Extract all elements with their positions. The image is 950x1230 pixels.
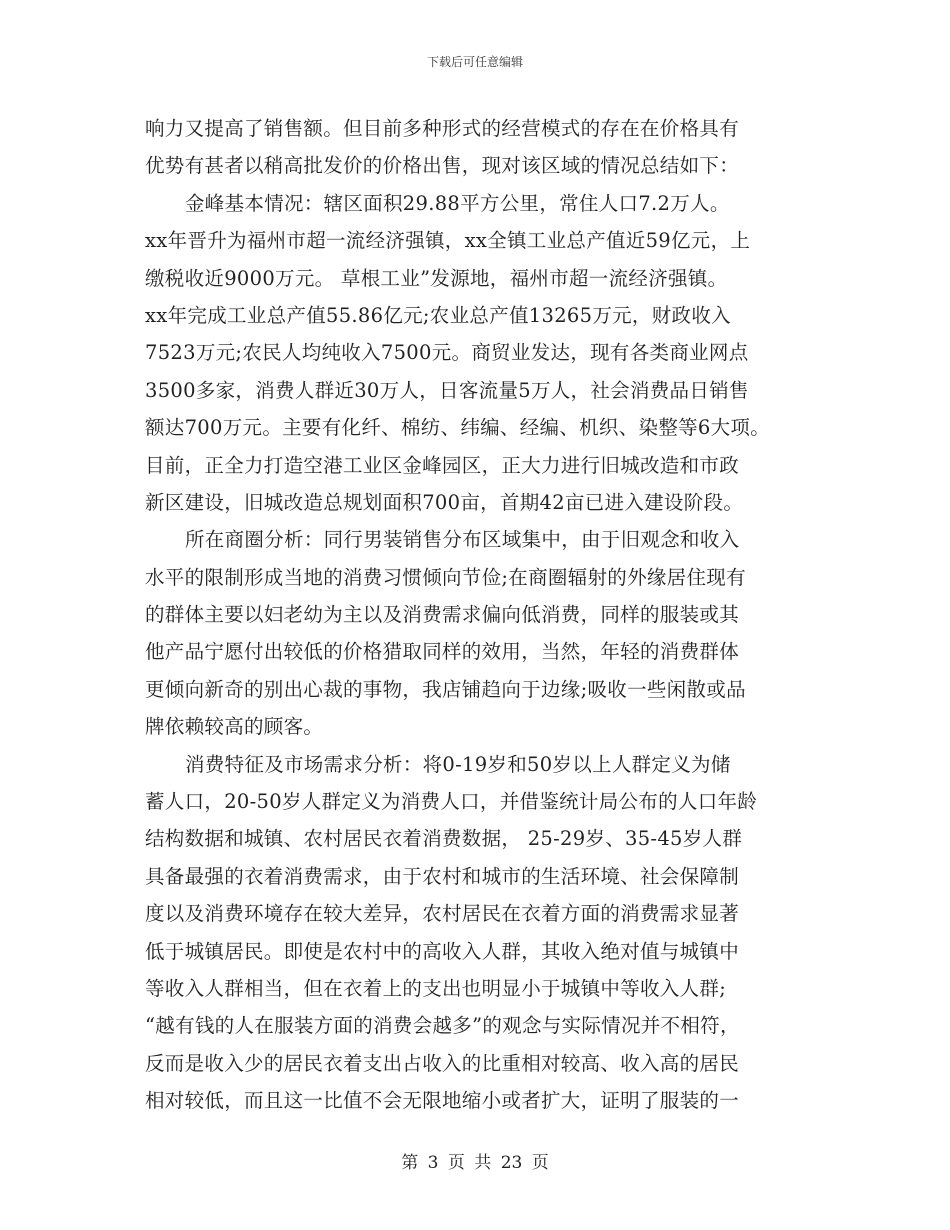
text-line: 额达700万元。主要有化纤、棉纺、纬编、经编、机织、染整等6大项。 [145, 416, 771, 440]
text-line: xx年晋升为福州市超一流经济强镇，xx全镇工业总产值近59亿元，上 [145, 229, 751, 253]
text-line: 具备最强的衣着消费需求，由于农村和城市的生活环境、社会保障制 [145, 864, 740, 888]
text-line: 度以及消费环境存在较大差异，农村居民在衣着方面的消费需求显著 [145, 902, 740, 926]
text-line: 蓄人口，20-50岁人群定义为消费人口，并借鉴统计局公布的人口年龄 [145, 790, 758, 814]
text-line: 反而是收入少的居民衣着支出占收入的比重相对较高、收入高的居民 [145, 1051, 740, 1075]
document-body [145, 110, 835, 1120]
text-line: 结构数据和城镇、农村居民衣着消费数据， 25-29岁、35-45岁人群 [145, 827, 743, 851]
text-line: “越有钱的人在服装方面的消费会越多”的观念与实际情况并不相符， [145, 1014, 740, 1038]
text-line: 优势有甚者以稍高批发价的价格出售，现对该区域的情况总结如下： [145, 154, 740, 178]
text-line: 新区建设，旧城改造总规划面积700亩，首期42亩已进入建设阶段。 [145, 490, 744, 514]
paragraph-start-line: 消费特征及市场需求分析：将0-19岁和50岁以上人群定义为储 [185, 752, 731, 776]
paragraph-start-line: 所在商圈分析：同行男装销售分布区域集中，由于旧观念和收入 [185, 528, 740, 552]
page-number-footer: 第 3 页 共 23 页 [401, 1153, 549, 1173]
text-line: 的群体主要以妇老幼为主以及消费需求偏向低消费，同样的服装或其 [145, 603, 740, 627]
text-line: 牌依赖较高的顾客。 [145, 715, 324, 739]
text-line: 响力又提高了销售额。但目前多种形式的经营模式的存在在价格具有 [145, 117, 740, 140]
text-line: 他产品宁愿付出较低的价格猎取同样的效用，当然，年轻的消费群体 [145, 640, 740, 664]
text-line: 3500多家，消费人群近30万人，日客流量5万人，社会消费品日销售 [145, 378, 749, 402]
text-line: xx年完成工业总产值55.86亿元;农业总产值13265万元，财政收入 [145, 303, 731, 327]
paragraph-start-line: 金峰基本情况：辖区面积29.88平方公里，常住人口7.2万人。 [185, 191, 730, 215]
page-header-note: 下载后可任意编辑 [426, 55, 523, 69]
text-line: 水平的限制形成当地的消费习惯倾向节俭;在商圈辐射的外缘居住现有 [145, 565, 746, 589]
text-line: 缴税收近9000万元。 草根工业”发源地，福州市超一流经济强镇。 [145, 266, 728, 290]
text-line: 相对较低，而且这一比值不会无限地缩小或者扩大，证明了服装的一 [145, 1089, 740, 1113]
text-line: 更倾向新奇的别出心裁的事物，我店铺趋向于边缘;吸收一些闲散或品 [145, 677, 746, 701]
text-line: 等收入人群相当，但在衣着上的支出也明显小于城镇中等收入人群; [145, 976, 727, 1000]
text-line: 低于城镇居民。即使是农村中的高收入人群，其收入绝对值与城镇中 [145, 939, 740, 963]
text-line: 目前，正全力打造空港工业区金峰园区，正大力进行旧城改造和市政 [145, 453, 740, 477]
text-line: 7523万元;农民人均纯收入7500元。商贸业发达，现有各类商业网点 [145, 341, 749, 365]
